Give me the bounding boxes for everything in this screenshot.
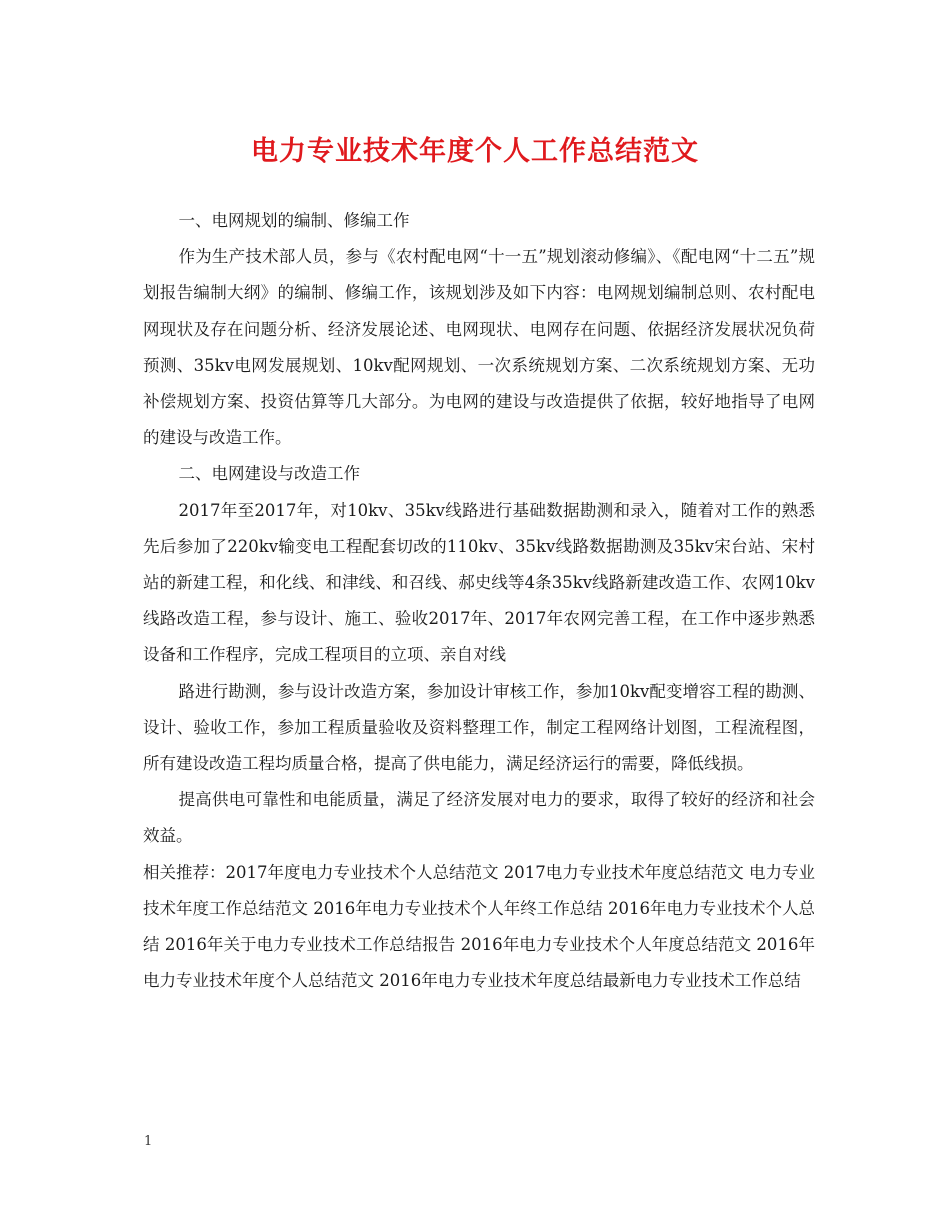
paragraph-survey: 路进行勘测，参与设计改造方案，参加设计审核工作，参加10kv配变增容工程的勘测、设计、验收工作，参加工程质量验收及资料整理工作，制定工程网络计划图，工程流程图，所有建设改造工程均质量合格，提高了供电能力，满足经济运行的需要，降低线损。: [143, 681, 815, 774]
page-number: 1: [144, 1134, 153, 1149]
document-title: 电力专业技术年度个人工作总结范文: [251, 136, 699, 167]
section-heading-1: 一、电网规划的编制、修编工作: [178, 211, 410, 230]
paragraph-planning: 作为生产技术部人员，参与《农村配电网“十一五”规划滚动修编》、《配电网“十二五”规划报告编制大纲》的编制、修编工作，该规划涉及如下内容：电网规划编制总则、农村配电网现状及存在问题分析、经济发展论述、电网现状、电网存在问题、依据经济发展状况负荷预测、35kv电网发展规划、10kv配网规划、一次系统规划方案、二次系统规划方案、无功补偿规划方案、投资估算等几大部分。为电网的建设与改造提供了依据，较好地指导了电网的建设与改造工作。: [143, 247, 815, 448]
document-body: [143, 203, 815, 999]
related-recommendations: 相关推荐：2017年度电力专业技术个人总结范文 2017电力专业技术年度总结范文 电力专业技术年度工作总结范文 2016年电力专业技术个人年终工作总结 2016年电力专业技术个人总结 2016年关于电力专业技术工作总结报告 2016年电力专业技术个人年度总结范文 2016年电力专业技术年度个人总结范文 2016年电力专业技术年度总结最新电力专业技术工作总结: [143, 862, 815, 991]
paragraph-construction: 2017年至2017年，对10kv、35kv线路进行基础数据勘测和录入，随着对工作的熟悉先后参加了220kv输变电工程配套切改的110kv、35kv线路数据勘测及35kv宋台站、宋村站的新建工程，和化线、和津线、和召线、郝史线等4条35kv线路新建改造工作、农网10kv线路改造工程，参与设计、施工、验收2017年、2017年农网完善工程，在工作中逐步熟悉设备和工作程序，完成工程项目的立项、亲自对线: [143, 500, 815, 665]
paragraph-reliability: 提高供电可靠性和电能质量，满足了经济发展对电力的要求，取得了较好的经济和社会效益。: [143, 790, 815, 846]
section-heading-2: 二、电网建设与改造工作: [178, 464, 360, 484]
